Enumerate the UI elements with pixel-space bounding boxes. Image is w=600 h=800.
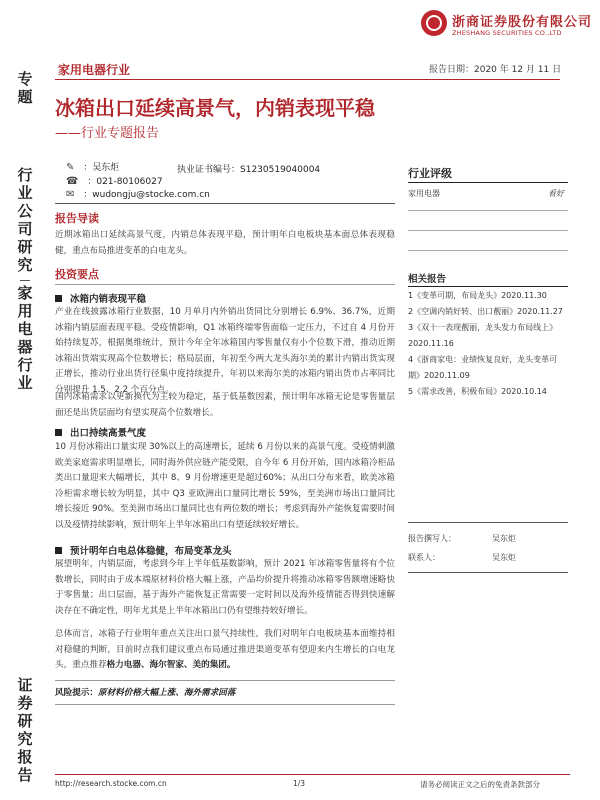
risk-note: 风险提示：原材料价格大幅上涨、海外需求回落 <box>55 688 236 698</box>
bullet-icon <box>55 429 62 436</box>
author-name: ：吴东炬 <box>83 163 120 173</box>
related-title: 相关报告 <box>408 274 447 285</box>
points-heading: 投资要点 <box>55 268 99 281</box>
related-item[interactable]: 5《需求改善，积极布局》2020.10.14 <box>408 387 547 396</box>
related-item[interactable]: 2《空调内销好转、出口靓丽》2020.11.27 <box>408 307 563 316</box>
rating-divider <box>408 182 568 183</box>
side-tab-category: 行 业 公 司 研 究 家 用 电 器 行 业 <box>17 166 33 392</box>
footer-divider <box>55 774 570 775</box>
bullet-icon <box>55 547 62 554</box>
contacts-divider-top <box>408 522 568 523</box>
phone-row <box>66 174 163 187</box>
section1-paragraph2: 国内冰箱需求以更新换代为主较为稳定，基于低基数因素，预计明年冰箱无论是零售量层面还是出货层面均有望实现高个位数增长。 <box>55 392 395 418</box>
rating-value: 看好 <box>548 189 564 198</box>
footer-disclaimer: 请务必阅读正文之后的免责条款部分 <box>420 780 540 789</box>
contact-name: 吴东炬 <box>492 553 516 562</box>
section1-paragraph1: 产业在线披露冰箱行业数据，10 月单月内外销出货同比分别增长 6.9%、36.7%，近期冰箱内销层面表现平稳。受疫情影响，Q1 冰箱终端零售面临一定压力，不过自 4 月份开始持续复苏，根据奥维统计，预计今年全年冰箱国内零售量仅有小个位数下滑，推动近期冰箱出货端实现高个位数增长；格局层面，年初至今两大龙头海尔美的累计内销出货实现正增长，推动行业出货行径集中度持续提升，年初以来海尔美的冰箱内销出货市占率同比分别提升 1.5、2.2 个百分点。 <box>55 307 395 395</box>
rating-line-2 <box>408 230 568 231</box>
guide-text: 近期冰箱出口延续高景气度，内销总体表现平稳，预计明年白电板块基本面总体表现稳健，重点布局推进变革的白电龙头。 <box>55 230 395 256</box>
report-date: 报告日期：2020 年 12 月 11 日 <box>429 65 562 75</box>
rating-sector: 家用电器 <box>408 189 440 198</box>
author-cert: 执业证书编号：S1230519040004 <box>177 165 321 175</box>
contacts-divider-bottom <box>408 572 568 573</box>
section2-paragraph1: 10 月份冰箱出口量实现 30%以上的高速增长，延续 6 月份以来的高景气度。受疫情刺激欧美家庭需求明显增长，同时海外供应链产能受限，自今年 6 月份开始，国内冰箱冷柜品类出口量迎来大幅增长，其中 8、9 月份增速更是超过60%；从出口分布来看，欧美冰箱冷柜需求增长较为明显，其中 Q3 亚欧洲出口量同比增长 59%，至美洲市场出口量同比增长接近 90%。至美洲市场出口量同比也有两位数的增长；考虑到海外产能恢复需要时间以及疫情持续影响，预计明年上半年冰箱出口有望延续较好增长。 <box>55 442 395 530</box>
author-row <box>66 160 119 173</box>
contact-label: 联系人： <box>408 553 440 562</box>
page-number: 1/3 <box>293 779 306 788</box>
person-icon: ✎ <box>66 162 75 173</box>
bullet-icon <box>55 295 62 302</box>
section-fridge-domestic: 冰箱内销表现平稳 <box>55 291 146 305</box>
rating-line-1 <box>408 210 568 211</box>
section-export: 出口持续高景气度 <box>55 425 146 439</box>
related-item[interactable]: 1《变革可期，布局龙头》2020.11.30 <box>408 291 547 300</box>
analyst-label: 报告撰写人： <box>408 534 456 543</box>
phone-icon: ☎ <box>66 176 79 187</box>
footer-url[interactable]: http://research.stocke.com.cn <box>55 779 167 788</box>
related-item[interactable]: 4《浙商家电：业绩恢复良好，龙头变革可期》2020.11.09 <box>408 355 558 380</box>
brand-name-cn: 浙商证券股份有限公司 <box>452 15 593 30</box>
brand-logo <box>421 10 447 36</box>
mail-icon: ✉ <box>66 189 75 200</box>
section3-paragraph1: 展望明年，内销层面，考虑到今年上半年低基数影响，预计 2021 年冰箱零售量将有个位数增长，同时由于成本端原材料价格大幅上涨，产品均价提升将推动冰箱零售额增速略快于零售量；出口层面，基于海外产能恢复正常需要一定时间以及海外疫情能否得到快速解决存在不确定性，明年尤其是上半年冰箱出口仍有望维持较好增长。 <box>55 559 395 616</box>
guide-heading: 报告导读 <box>55 212 99 225</box>
section-outlook: 预计明年白电总体稳健，布局变革龙头 <box>55 543 232 557</box>
industry-label: 家用电器行业 <box>58 63 131 77</box>
author-email[interactable]: ：wudongju@stocke.com.cn <box>83 190 210 200</box>
report-title: 冰箱出口延续高景气，内销表现平稳 <box>55 96 375 120</box>
brand-name-en: ZHESHANG SECURITIES CO.,LTD <box>452 29 562 37</box>
related-list <box>408 288 568 400</box>
side-divider <box>20 280 30 281</box>
section3-paragraph2: 总体而言，冰箱子行业明年重点关注出口景气持续性，我们对明年白电板块基本面维持相对稳健的判断，目前时点我们建议重点布局通过推进渠道变革有望迎来内生增长的白电龙头，重点推荐格力电器、海尔智家、美的集团。 <box>55 629 395 671</box>
report-subtitle: ——行业专题报告 <box>55 126 160 141</box>
points-divider <box>55 284 395 285</box>
related-item[interactable]: 3《双十一表现靓丽，龙头发力布局线上》2020.11.16 <box>408 323 558 348</box>
risk-divider-bottom <box>55 704 395 705</box>
rating-title: 行业评级 <box>408 167 452 180</box>
email-row[interactable] <box>66 187 210 200</box>
side-tab-special: 专 题 <box>17 70 33 106</box>
risk-divider-top <box>55 680 395 681</box>
rating-line-3 <box>408 250 568 251</box>
related-divider <box>408 286 568 287</box>
author-divider <box>55 203 395 204</box>
header-divider <box>55 79 560 80</box>
analyst-name: 吴东炬 <box>492 534 516 543</box>
author-phone: ：021-80106027 <box>87 177 163 187</box>
side-tab-report: 证 券 研 究 报 告 <box>17 676 33 784</box>
